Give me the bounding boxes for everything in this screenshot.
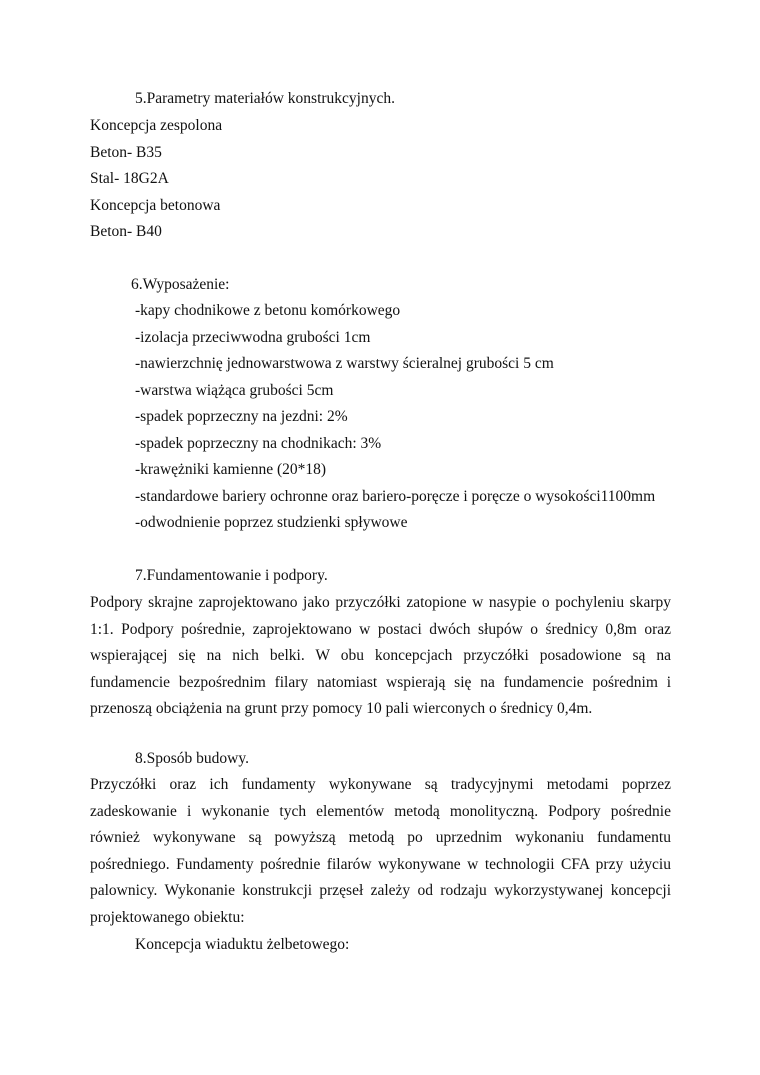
equipment-item: -odwodnienie poprzez studzienki spływowe xyxy=(135,514,408,531)
section-5-heading: 5.Parametry materiałów konstrukcyjnych. xyxy=(135,90,395,107)
section-7-text: Podpory skrajne zaprojektowano jako przyczółki zatopione w nasypie o pochyleniu skarpy 1:1. Podpory pośrednie, zaprojektowano w postaci dwóch słupów o średnicy 0,8m oraz wspierającej się na nich belki. W obu koncepcjach przyczółki posadowione są na fundamencie bezpośrednim filary natomiast wspierają się na fundamencie pośrednim i przenoszą obciążenia na grunt przy pomocy 10 pali wierconych o średnicy 0,4m. xyxy=(90,594,671,717)
section-8-subheading: Koncepcja wiaduktu żelbetowego: xyxy=(135,936,350,953)
equipment-item: -izolacja przeciwwodna grubości 1cm xyxy=(135,329,371,346)
section-8-paragraph xyxy=(90,772,671,931)
equipment-item: -standardowe bariery ochronne oraz bariero-poręcze i poręcze o wysokości1100mm xyxy=(135,488,656,505)
section-5-line: Beton- B35 xyxy=(90,144,162,161)
equipment-item: -spadek poprzeczny na chodnikach: 3% xyxy=(135,435,382,452)
section-7-paragraph xyxy=(90,590,671,723)
section-6-heading: 6.Wyposażenie: xyxy=(131,276,230,293)
section-8-heading: 8.Sposób budowy. xyxy=(135,750,249,767)
equipment-item: -spadek poprzeczny na jezdni: 2% xyxy=(135,408,348,425)
section-7-heading: 7.Fundamentowanie i podpory. xyxy=(135,567,328,584)
equipment-item: -krawężniki kamienne (20*18) xyxy=(135,461,327,478)
equipment-item: -warstwa wiążąca grubości 5cm xyxy=(135,382,334,399)
section-5-line: Stal- 18G2A xyxy=(90,170,169,187)
equipment-item: -kapy chodnikowe z betonu komórkowego xyxy=(135,302,401,319)
section-8-text: Przyczółki oraz ich fundamenty wykonywane są tradycyjnymi metodami poprzez zadeskowanie i wykonanie tych elementów metodą monolityczną. Podpory pośrednie również wykonywane są powyższą metodą po uprzednim wykonaniu fundamentu pośredniego. Fundamenty pośrednie filarów wykonywane w technologii CFA przy użyciu palownicy. Wykonanie konstrukcji przęseł zależy od rodzaju wykorzystywanej koncepcji projektowanego obiektu: xyxy=(90,776,671,926)
equipment-item: -nawierzchnię jednowarstwowa z warstwy ścieralnej grubości 5 cm xyxy=(135,355,554,372)
section-5-line: Beton- B40 xyxy=(90,223,162,240)
section-5-line: Koncepcja betonowa xyxy=(90,197,221,214)
section-5-line: Koncepcja zespolona xyxy=(90,117,223,134)
